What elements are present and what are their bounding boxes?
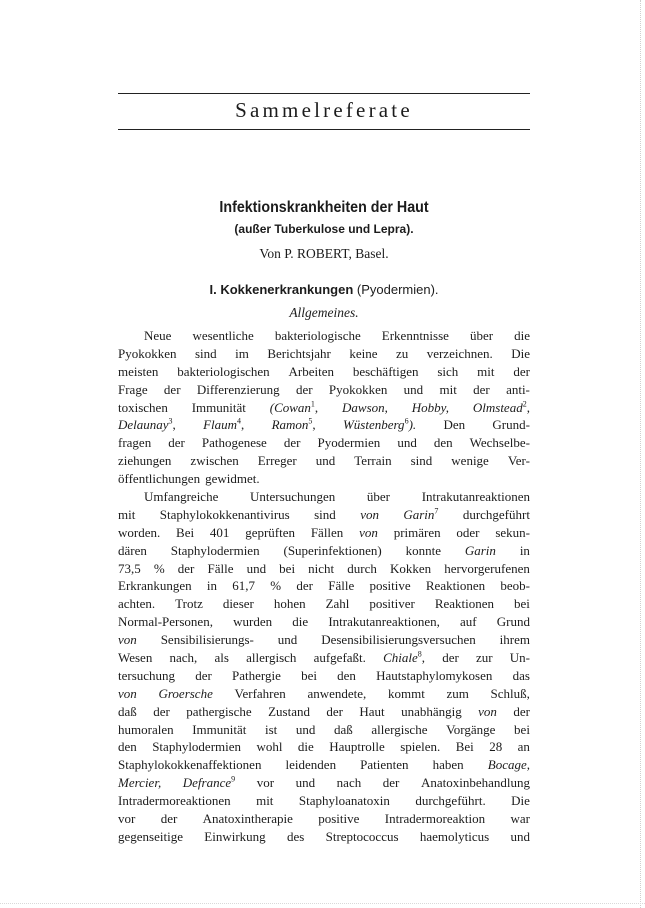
page-edge <box>640 0 642 908</box>
section-title: Sammelreferate <box>235 98 413 122</box>
body-line: von Sensibilisierungs- und Desensibilisierungsversuchen ihrem <box>118 632 530 648</box>
body-line: fragen der Pathogenese der Pyodermien und den Wechselbe- <box>118 435 530 451</box>
header-rule-top <box>118 93 530 94</box>
body-line: humoralen Immunität ist und daß allergische Vorgänge bei <box>118 721 530 737</box>
page-bottom-edge <box>0 903 645 904</box>
body-line: toxischen Immunität (Cowan$^1$, Dawson, Hobby, Olmstead$^2$, <box>118 399 530 415</box>
article-title: Infektionskrankheiten der Haut <box>219 199 429 216</box>
section-label: Kokkenerkrankungen <box>220 282 354 297</box>
body-line: vor der Anatoxintherapie positive Intradermoreaktion war <box>118 811 530 827</box>
subsection-heading: Allgemeines. <box>289 305 359 320</box>
body-line: dären Staphylodermien (Superinfektionen) konnte Garin in <box>118 542 530 558</box>
header-rule-bottom <box>118 129 530 130</box>
body-line: worden. Bei 401 geprüften Fällen von primären oder sekun- <box>118 524 530 540</box>
body-line: öffentlichungen gewidmet. <box>118 471 260 487</box>
body-line: meisten bakteriologischen Arbeiten beschäftigen sich mit der <box>118 363 530 379</box>
body-line: daß der pathergische Zustand der Haut unabhängig von der <box>118 703 530 719</box>
body-line: Pyokokken sind im Berichtsjahr keine zu verzeichnen. Die <box>118 345 530 361</box>
body-line: Delaunay$^3$, Flaum$^4$, Ramon$^5$, Wüstenberg$^6$). Den Grund- <box>118 417 530 433</box>
byline: Von P. ROBERT, Basel. <box>259 246 389 261</box>
body-line: von Groersche Verfahren anwendete, kommt zum Schluß, <box>118 685 530 701</box>
body-line: Frage der Differenzierung der Pyokokken und mit der anti- <box>118 381 530 397</box>
body-line: Intradermoreaktionen mit Staphyloanatoxin durchgeführt. Die <box>118 793 530 809</box>
section-paren: (Pyodermien). <box>356 282 439 297</box>
body-line: Umfangreiche Untersuchungen über Intrakutanreaktionen <box>144 489 530 505</box>
body-line: Mercier, Defrance$^9$ vor und nach der Anatoxinbehandlung <box>118 774 530 791</box>
article-subtitle: (außer Tuberkulose und Lepra). <box>234 222 414 236</box>
body-line: den Staphylodermien wohl die Hauptrolle spielen. Bei 28 an <box>118 739 530 755</box>
body-text <box>118 327 530 846</box>
body-line: achten. Trotz dieser hohen Zahl positiver Reaktionen bei <box>118 596 530 612</box>
body-line: mit Staphylokokkenantivirus sind von Garin$^7$ durchgeführt <box>118 506 530 522</box>
body-line: Erkrankungen in 61,7 % der Fälle positive Reaktionen beob- <box>118 578 530 594</box>
body-line: Wesen nach, als allergisch aufgefaßt. Chiale$^8$, der zur Un- <box>118 649 530 666</box>
body-line: ziehungen zwischen Erreger und Terrain sind wenige Ver- <box>118 453 530 469</box>
body-line: gegenseitige Einwirkung des Streptococcus haemolyticus und <box>118 828 530 844</box>
body-line: Normal-Personen, wurden die Intrakutanreaktionen, auf Grund <box>118 614 530 630</box>
section-number: I. <box>209 282 217 297</box>
body-line: Staphylokokkenaffektionen leidenden Patienten haben Bocage, <box>118 757 530 773</box>
body-line: tersuchung der Pathergie bei den Hautstaphylomykosen das <box>118 667 530 683</box>
body-line: 73,5 % der Fälle und bei nicht durch Kokken hervorgerufenen <box>118 560 530 576</box>
section-heading <box>118 282 530 297</box>
body-line: Neue wesentliche bakteriologische Erkenntnisse über die <box>144 328 530 343</box>
